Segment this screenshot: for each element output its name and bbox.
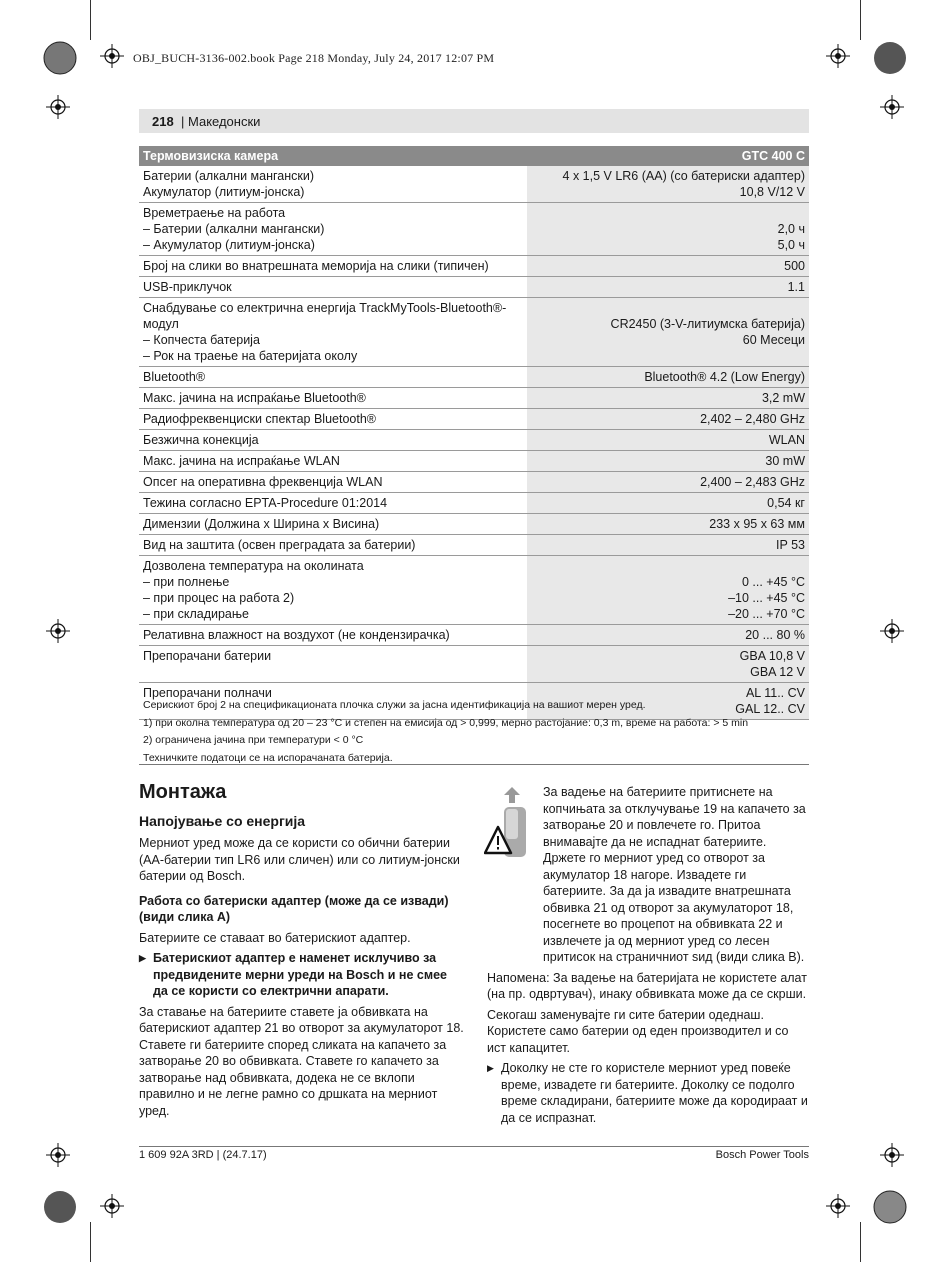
paragraph: Батериите се ставаат во батерискиот адаптер. bbox=[139, 930, 411, 945]
spec-label-line: – Рок на траење на батеријата околу bbox=[143, 349, 358, 363]
spec-label bbox=[139, 277, 527, 298]
paragraph: Мерниот уред може да се користи со обични батерии (AA-батерии тип LR6 или сличен) или со литиум-јонски батерии од Bosch. bbox=[139, 836, 460, 883]
spec-value-line: 2,400 – 2,483 GHz bbox=[700, 475, 805, 489]
spec-row bbox=[139, 535, 809, 556]
crosshair-icon bbox=[880, 619, 904, 643]
spec-row bbox=[139, 493, 809, 514]
spec-value bbox=[527, 625, 809, 646]
spec-label-line: – при полнење bbox=[143, 575, 230, 589]
spec-value-line: GBA 12 V bbox=[750, 665, 805, 679]
spec-value bbox=[527, 166, 809, 203]
right-column bbox=[487, 784, 809, 1130]
spec-row bbox=[139, 203, 809, 256]
spec-label bbox=[139, 646, 527, 683]
spec-value-line: WLAN bbox=[768, 433, 805, 447]
spec-row bbox=[139, 277, 809, 298]
spec-value bbox=[527, 256, 809, 277]
footer-brand: Bosch Power Tools bbox=[715, 1149, 809, 1161]
spec-row bbox=[139, 388, 809, 409]
page-language: | Македонски bbox=[181, 114, 261, 129]
spec-label-line: Тежина согласно EPTA-Procedure 01:2014 bbox=[143, 496, 388, 510]
spec-value bbox=[527, 535, 809, 556]
spec-label bbox=[139, 556, 527, 625]
crosshair-icon bbox=[100, 1194, 124, 1218]
spec-row bbox=[139, 367, 809, 388]
page-number: 218 bbox=[152, 114, 174, 129]
spec-label-line: Опсег на оперативна фреквенција WLAN bbox=[143, 475, 383, 489]
spec-value bbox=[527, 493, 809, 514]
registration-wheel-icon bbox=[870, 1187, 910, 1227]
spec-label bbox=[139, 514, 527, 535]
spec-label bbox=[139, 472, 527, 493]
spec-label-line: Батерии (алкални мангански) bbox=[143, 169, 315, 183]
crop-mark bbox=[90, 0, 91, 40]
spec-value-line bbox=[531, 205, 805, 221]
spec-label-line: – Акумулатор (литиум-јонска) bbox=[143, 238, 315, 252]
spec-label-line: Снабдување со електрична енергија TrackMyTools-Bluetooth®-модул bbox=[143, 301, 507, 331]
registration-wheel-icon bbox=[870, 38, 910, 78]
spec-label-line: – Копчеста батерија bbox=[143, 333, 260, 347]
spec-label bbox=[139, 625, 527, 646]
spec-value bbox=[527, 514, 809, 535]
spec-value-line: 500 bbox=[784, 259, 805, 273]
spec-label-line: Препорачани батерии bbox=[143, 649, 272, 663]
divider bbox=[139, 764, 809, 765]
spec-row bbox=[139, 166, 809, 203]
spec-label-line: Акумулатор (литиум-јонска) bbox=[143, 185, 305, 199]
spec-value bbox=[527, 646, 809, 683]
spec-value-line: 3,2 mW bbox=[761, 391, 805, 405]
spec-label-line: Препорачани полначи bbox=[143, 686, 272, 700]
paragraph: Секогаш заменувајте ги сите батерии одеднаш. Користете само батерии од еден производител и со ист капацитет. bbox=[487, 1007, 789, 1055]
spec-value bbox=[527, 409, 809, 430]
registration-wheel-icon bbox=[40, 1187, 80, 1227]
spec-value bbox=[527, 451, 809, 472]
spec-label-line: Безжична конекција bbox=[143, 433, 259, 447]
spec-value-line: 5,0 ч bbox=[777, 238, 805, 252]
spec-row bbox=[139, 451, 809, 472]
footer-doc-id: 1 609 92A 3RD | (24.7.17) bbox=[139, 1149, 267, 1161]
spec-header-label: Термовизиска камера bbox=[139, 146, 527, 166]
spec-label bbox=[139, 430, 527, 451]
footnotes bbox=[143, 697, 813, 767]
footnote: 1) при околна температура од 20 – 23 °C и степен на емисија од > 0,999, мерно растојание: 0,3 m, време на работа: > 5 min bbox=[143, 716, 749, 729]
crosshair-icon bbox=[880, 95, 904, 119]
spec-label-line: Макс. јачина на испраќање Bluetooth® bbox=[143, 391, 366, 405]
spec-value-line: 10,8 V/12 V bbox=[739, 185, 805, 199]
spec-row bbox=[139, 556, 809, 625]
spec-label-line: Вид на заштита (освен преградата за батерии) bbox=[143, 538, 416, 552]
spec-value-line: 0,54 кг bbox=[767, 496, 805, 510]
spec-header-value: GTC 400 C bbox=[527, 146, 809, 166]
spec-value-line: –20 ... +70 °C bbox=[728, 607, 805, 621]
spec-label bbox=[139, 409, 527, 430]
spec-label-line: Радиофреквенциски спектар Bluetooth® bbox=[143, 412, 377, 426]
spec-row bbox=[139, 409, 809, 430]
spec-row bbox=[139, 514, 809, 535]
warning-bullet: ▶ Батерискиот адаптер е наменет исклучиво за предвидените мерни уреди на Bosch и не смее да се користи со електрични апарати. bbox=[139, 950, 465, 1000]
spec-value-line: 2,402 – 2,480 GHz bbox=[700, 412, 805, 426]
spec-label-line: Bluetooth® bbox=[143, 370, 206, 384]
spec-label bbox=[139, 203, 527, 256]
print-header: OBJ_BUCH-3136-002.book Page 218 Monday, July 24, 2017 12:07 PM bbox=[133, 51, 495, 65]
spec-value bbox=[527, 203, 809, 256]
spec-row bbox=[139, 646, 809, 683]
spec-label bbox=[139, 298, 527, 367]
spec-label-line: USB-приклучок bbox=[143, 280, 232, 294]
spec-label-line: Дозволена температура на околината bbox=[143, 559, 364, 573]
spec-value bbox=[527, 556, 809, 625]
spec-value-line: 4 x 1,5 V LR6 (AA) (со батериски адаптер) bbox=[562, 169, 805, 183]
spec-value-line: 1.1 bbox=[787, 280, 805, 294]
spec-value bbox=[527, 472, 809, 493]
section-title: Монтажа bbox=[139, 781, 227, 803]
spec-row bbox=[139, 472, 809, 493]
spec-value bbox=[527, 277, 809, 298]
note-paragraph: Напомена: За вадење на батеријата не користете алат (на пр. одвртувач), инаку обвивката може да се скрши. bbox=[487, 970, 807, 1001]
spec-value bbox=[527, 430, 809, 451]
spec-label bbox=[139, 256, 527, 277]
spec-label bbox=[139, 535, 527, 556]
spec-label-line: – при процес на работа 2) bbox=[143, 591, 295, 605]
spec-value-line: 0 ... +45 °C bbox=[741, 575, 805, 589]
spec-value-line: 233 x 95 x 63 мм bbox=[709, 517, 805, 531]
spec-value-line: CR2450 (3-V-литиумска батерија) bbox=[610, 317, 805, 331]
spec-value-line: –10 ... +45 °C bbox=[728, 591, 805, 605]
crosshair-icon bbox=[46, 95, 70, 119]
crosshair-icon bbox=[46, 619, 70, 643]
spec-table bbox=[139, 146, 809, 720]
spec-label-line: – при складирање bbox=[143, 607, 249, 621]
spec-label bbox=[139, 388, 527, 409]
page-band bbox=[139, 109, 809, 133]
spec-label bbox=[139, 493, 527, 514]
spec-row bbox=[139, 430, 809, 451]
crosshair-icon bbox=[880, 1143, 904, 1167]
spec-label-line: – Батерии (алкални мангански) bbox=[143, 222, 325, 236]
spec-label bbox=[139, 451, 527, 472]
crosshair-icon bbox=[46, 1143, 70, 1167]
crop-mark bbox=[860, 1222, 861, 1262]
divider bbox=[139, 1146, 809, 1147]
spec-row bbox=[139, 298, 809, 367]
spec-value-line: GAL 12.. CV bbox=[735, 702, 805, 716]
paragraph: За ставање на батериите ставете ја обвивката на батерискиот адаптер 21 во отворот за акумулаторот 18. Ставете ги батериите според сликата на капачето за затворање 20 во обвивката. Ставете го капачето за затворање над обвивката, додека не се вклопи правилно и не легне рамно со дршката на мерниот уред. bbox=[139, 1004, 464, 1118]
spec-row bbox=[139, 256, 809, 277]
spec-value-line: GBA 10,8 V bbox=[739, 649, 805, 663]
spec-row bbox=[139, 625, 809, 646]
spec-table-header bbox=[139, 146, 809, 166]
spec-label-line: Макс. јачина на испраќање WLAN bbox=[143, 454, 340, 468]
subsection-title: Напојување со енергија bbox=[139, 812, 306, 829]
crop-mark bbox=[860, 0, 861, 40]
spec-value-line: 20 ... 80 % bbox=[745, 628, 805, 642]
spec-value-line: AL 11.. CV bbox=[745, 686, 805, 700]
footnote: Техничките податоци се на испорачаната батерија. bbox=[143, 751, 393, 764]
spec-value bbox=[527, 298, 809, 367]
spec-label-line: Релативна влажност на воздухот (не кондензирачка) bbox=[143, 628, 450, 642]
crosshair-icon bbox=[826, 44, 850, 68]
spec-label bbox=[139, 367, 527, 388]
footnote: 2) ограничена јачина при температури < 0 °C bbox=[143, 734, 364, 746]
footnote: Серискиот број 2 на спецификационата плочка служи за јасна идентификација на вашиот мерен уред. bbox=[143, 699, 646, 711]
spec-value-line: 2,0 ч bbox=[777, 222, 805, 236]
warning-bullet: ▶ Доколку не сте го користеле мерниот уред повеќе време, извадете ги батериите. Доколку се подолго време складирани, батериите може да кородираат и да се испразнат. bbox=[487, 1060, 809, 1126]
spec-label bbox=[139, 166, 527, 203]
spec-value-line: 30 mW bbox=[765, 454, 805, 468]
spec-value bbox=[527, 367, 809, 388]
spec-label-line: Времетраење на работа bbox=[143, 206, 286, 220]
spec-value-line bbox=[531, 558, 805, 574]
spec-value bbox=[527, 388, 809, 409]
crosshair-icon bbox=[100, 44, 124, 68]
spec-value-line: Bluetooth® 4.2 (Low Energy) bbox=[644, 370, 805, 384]
spec-value-line: IP 53 bbox=[776, 538, 805, 552]
registration-wheel-icon bbox=[40, 38, 80, 78]
spec-value-line bbox=[531, 300, 805, 316]
spec-label-line: Број на слики во внатрешната меморија на слики (типичен) bbox=[143, 259, 489, 273]
paragraph: За вадење на батериите притиснете на копчињата за отклучување 19 на капачето за затворање 20 и повлечете го. Притоа внимавајте да не испаднат батериите. Држете го мерниот уред со отворот за акумулатор 18 нагоре. Извадете ги батериите. За да ја извадите внатрешната обвивка 21 од отворот за акумулаторот 18, посегнете во процепот на обвивката 22 и извлечете ја од мерниот уред со лесен притисок на страничниот sид (види слика B). bbox=[543, 785, 806, 964]
crosshair-icon bbox=[826, 1194, 850, 1218]
spec-label-line: Димензии (Должина x Ширина x Висина) bbox=[143, 517, 380, 531]
crop-mark bbox=[90, 1222, 91, 1262]
spec-value-line: 60 Месеци bbox=[742, 333, 805, 347]
subheading: Работа со батериски адаптер (може да се извади) (види слика A) bbox=[139, 893, 449, 924]
left-column bbox=[139, 781, 465, 1123]
